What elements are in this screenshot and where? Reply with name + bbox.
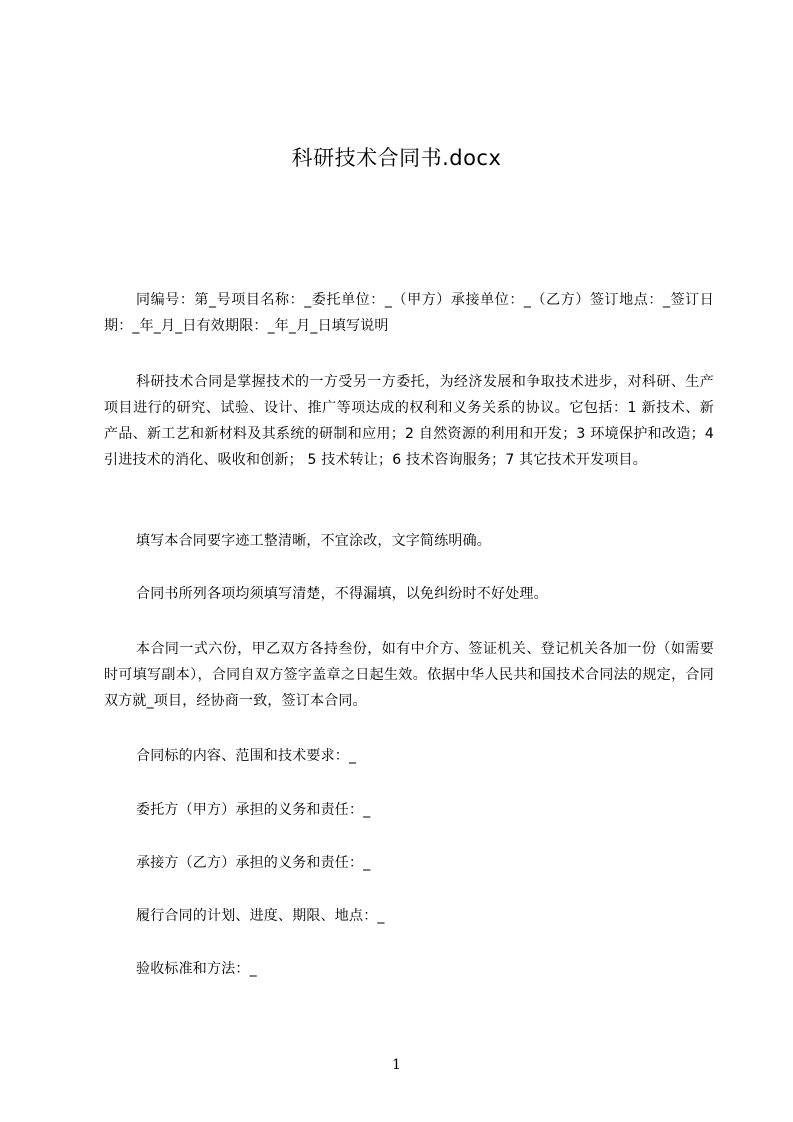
intro-paragraph: 科研技术合同是掌握技术的一方受另一方委托，为经济发展和争取技术进步，对科研、生产项目进行的研究、试验、设计、推广等项达成的权利和义务关系的协议。它包括：1 新技术、新产品、新工艺和新材料及其系统的研制和应用；2 自然资源的利用和开发；3 环境保护和改造；4 引进技术的消化、吸收和创新； 5 技术转让；6 技术咨询服务；7 其它技术开发项目。 bbox=[104, 374, 714, 468]
clause-subject-content: 合同标的内容、范围和技术要求：_ bbox=[136, 748, 357, 764]
clause-performance-plan: 履行合同的计划、进度、期限、地点：_ bbox=[136, 908, 385, 924]
copies-paragraph: 本合同一式六份，甲乙双方各持叁份，如有中介方、签证机关、登记机关各加一份（如需要时可填写副本），合同自双方签字盖章之日起生效。依据中华人民共和国技术合同法的规定，合同双方就_项目，经协商一致，签订本合同。 bbox=[104, 641, 714, 709]
contract-header-paragraph: 同编号：第_号项目名称：_委托单位：_（甲方）承接单位：_（乙方）签订地点：_签订日期：_年_月_日有效期限：_年_月_日填写说明 bbox=[104, 292, 714, 334]
document-title: 科研技术合同书.docx bbox=[291, 146, 502, 170]
clause-party-a-obligations: 委托方（甲方）承担的义务和责任：_ bbox=[136, 802, 371, 818]
instruction-paragraph-1: 填写本合同要字迹工整清晰，不宜涂改，文字简练明确。 bbox=[136, 533, 491, 549]
instruction-paragraph-2: 合同书所列各项均须填写清楚，不得漏填，以免纠纷时不好处理。 bbox=[136, 586, 548, 602]
page-number: 1 bbox=[392, 1057, 401, 1073]
clause-party-b-obligations: 承接方（乙方）承担的义务和责任：_ bbox=[136, 855, 371, 871]
clause-acceptance-standards: 验收标准和方法：_ bbox=[136, 961, 257, 977]
